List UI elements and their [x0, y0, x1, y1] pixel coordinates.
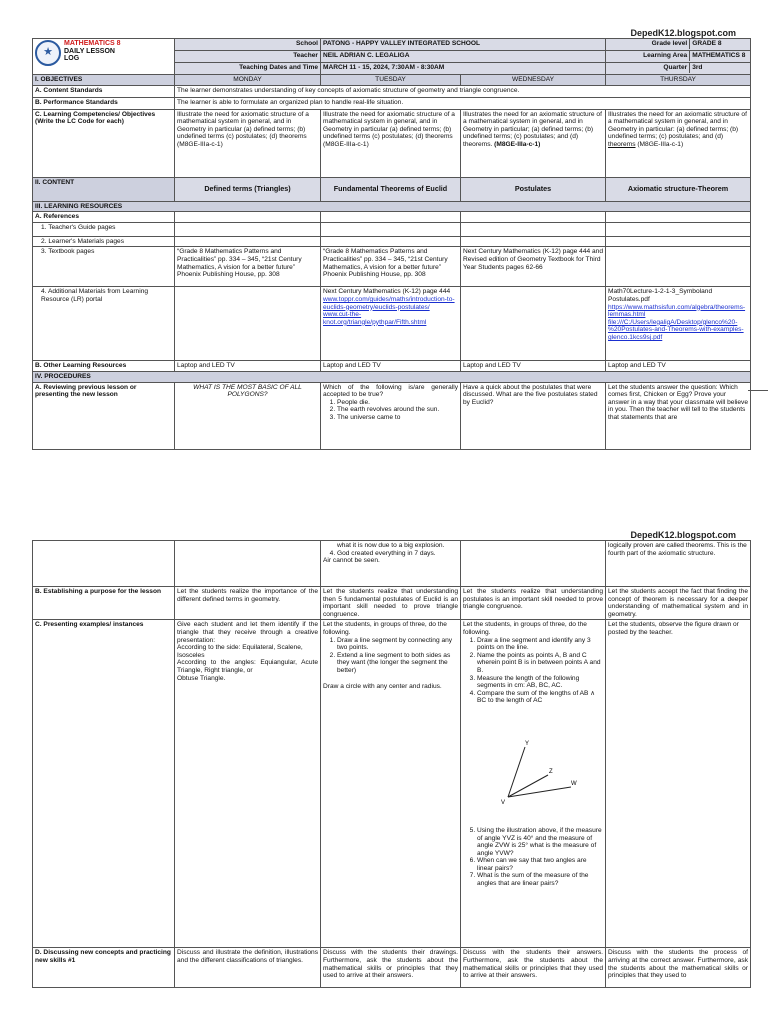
- dll-table-page-1: [32, 38, 751, 450]
- examples-tue-item: 1. Draw a line segment by connecting any two points.: [337, 637, 458, 652]
- school-value: PATONG - HAPPY VALLEY INTEGRATED SCHOOL: [321, 39, 606, 51]
- teacher-label: Teacher: [175, 51, 321, 63]
- review-tue: [321, 382, 461, 449]
- other-tue: Laptop and LED TV: [321, 361, 461, 372]
- angle-figure: [463, 727, 593, 823]
- competency-wed: [461, 109, 606, 177]
- examples-mon: [175, 620, 321, 948]
- label-v: V: [501, 799, 506, 806]
- content-standards-label: A. Content Standards: [33, 85, 175, 97]
- review-tue-after: Air cannot be seen.: [323, 557, 380, 565]
- examples-wed-intro: Let the students, in groups of three, do the following.: [463, 621, 587, 636]
- discuss-wed: Discuss with the students their answers. Furthermore, ask the students about the mathematical skills or principles that they used to arrive at their answers.: [461, 948, 606, 988]
- examples-wed-item: 3. Measure the length of the following segments in cm: AB, BC, AC.: [477, 675, 603, 690]
- competency-wed-code: (M8GE-IIIa-c-1): [494, 140, 541, 148]
- examples-wed: [461, 620, 606, 948]
- mathsisfun-link[interactable]: https://www.mathsisfun.com/algebra/theorems-lemmas.html: [608, 303, 746, 319]
- textbook-label: 3. Textbook pages: [33, 247, 175, 287]
- quarter-value: 3rd: [690, 63, 750, 73]
- competency-thu: [606, 109, 751, 177]
- examples-wed-item: 6. When can we say that two angles are linear pairs?: [477, 857, 603, 872]
- review-tue-item: 1. People die.: [337, 399, 458, 407]
- purpose-thu: Let the students accept the fact that finding the concept of theorem is necessary for a deeper understanding of mathematical system and in geometry.: [606, 587, 751, 620]
- dll-title: DAILY LESSON: [64, 47, 115, 55]
- review-wed: Have a quick about the postulates that were discussed. What are the five postulates stated by Euclid?: [461, 382, 606, 449]
- content-standards: The learner demonstrates understanding of key concepts of axiomatic structure of geometry and triangle congruence.: [175, 85, 751, 97]
- competencies-label: C. Learning Competencies/ Objectives (Write the LC Code for each): [33, 109, 175, 177]
- competency-thu-code: (M8GE-IIIa-c-1): [637, 140, 684, 148]
- examples-wed-item: 5. Using the illustration above, if the measure of angle YVZ is 40° and the measure of angle ZVW is 25° what is the measure of angle YVW?: [477, 827, 603, 857]
- resources-heading: III. LEARNING RESOURCES: [33, 201, 751, 212]
- examples-mon-p1: Give each student and let them identify if the triangle that they receive through a creative presentation:: [177, 621, 318, 644]
- divider-line: [748, 390, 768, 391]
- subject-title: MATHEMATICS 8: [64, 40, 121, 47]
- additional-tue: [321, 287, 461, 361]
- discuss-mon: Discuss and illustrate the definition, illustrations and the different classifications of triangles.: [175, 948, 321, 988]
- reviewing-label: A. Reviewing previous lesson or presenting the new lesson: [33, 382, 175, 449]
- day-monday: MONDAY: [175, 75, 321, 86]
- examples-mon-p4: Obtuse Triangle.: [177, 674, 226, 682]
- examples-tue-intro: Let the students, in groups of three, do the following.: [323, 621, 447, 636]
- school-label: School: [175, 39, 321, 51]
- dll-title-2: LOG: [64, 55, 80, 63]
- label-z: Z: [549, 768, 553, 775]
- additional-materials-label: 4. Additional Materials from Learning Resource (LR) portal: [33, 287, 175, 361]
- review-tue-cont: [321, 541, 461, 587]
- competency-wed-text: Illustrates the need for an axiomatic structure of a mathematical system in general, and in Geometry in particular; (a) defined terms; (b) undefined terms; (c) postulates; and (d) theorems.: [463, 110, 602, 148]
- examples-tue-after: Draw a circle with any center and radius.: [323, 682, 442, 690]
- content-mon: Defined terms (Triangles): [175, 177, 321, 201]
- examples-thu: Let the students, observe the figure drawn or posted by the teacher.: [606, 620, 751, 948]
- purpose-tue: Let the students realize that understanding then 5 fundamental postulates of Euclid is an important skill needed to prove triangle congruence.: [321, 587, 461, 620]
- content-thu: Axiomatic structure-Theorem: [606, 177, 751, 201]
- examples-wed-item: 4. Compare the sum of the lengths of AB ∧ BC to the length of AC: [477, 690, 603, 705]
- other-mon: Laptop and LED TV: [175, 361, 321, 372]
- examples-wed-item: 1. Draw a line segment and identify any 3 points on the line.: [477, 637, 603, 652]
- review-tue-cont-text: what it is now due to a big explosion.: [337, 542, 445, 549]
- review-tue-intro: Which of the following is/are generally accepted to be true?: [323, 383, 458, 399]
- examples-wed-item: 2. Name the points as points A, B and C wherein point B is in between points A and B.: [477, 652, 603, 675]
- cut-the-knot-link[interactable]: www.cut-the-knot.org/triangle/pythpar/Fifth.shtml: [323, 311, 427, 326]
- discussing-label: D. Discussing new concepts and practicing new skills #1: [33, 948, 175, 988]
- performance-standards: The learner is able to formulate an organized plan to handle real-life situation.: [175, 97, 751, 109]
- review-tue-item: 2. The earth revolves around the sun.: [337, 406, 458, 414]
- examples-tue-item: 2. Extend a line segment to both sides as they want (the longer the segment the better): [337, 652, 458, 675]
- additional-thu-text: Math70Lecture-1-2-1-3_Symboland Postulates.pdf: [608, 288, 713, 303]
- textbook-mon: “Grade 8 Mathematics Patterns and Practicalities” pp. 334 – 345, “21st Century Mathematics, A vision for a better future” Phoenix Publishing House, pp. 308: [175, 247, 321, 287]
- review-tue-item: 4. God created everything in 7 days.: [337, 550, 458, 558]
- teachers-guide-label: 1. Teacher's Guide pages: [33, 222, 175, 236]
- day-wednesday: WEDNESDAY: [461, 75, 606, 86]
- examples-mon-p2: According to the side: Equilateral, Scalene, Isosceles: [177, 644, 303, 659]
- area-value: MATHEMATICS 8: [690, 51, 750, 61]
- review-thu-cont: logically proven are called theorems. This is the fourth part of the axiomatic structure.: [606, 541, 751, 587]
- competency-thu-link[interactable]: theorems: [608, 140, 636, 148]
- purpose-mon: Let the students realize the importance of the different defined terms in geometry.: [175, 587, 321, 620]
- content-heading: II. CONTENT: [33, 177, 175, 201]
- discuss-tue: Discuss with the students their drawings. Furthermore, ask the students about the mathematical skills or principles that they used to arrive at their answers.: [321, 948, 461, 988]
- site-watermark: DepedK12.blogspot.com: [630, 530, 736, 540]
- references-label: A. References: [33, 212, 175, 223]
- page-1: [0, 0, 768, 500]
- objectives-heading: I. OBJECTIVES: [33, 75, 175, 86]
- teacher-value: NEIL ADRIAN C. LEGALIGA: [321, 51, 606, 63]
- additional-thu: [606, 287, 751, 361]
- purpose-wed: Let the students realize that understanding postulates is an important skill needed to prove triangle congruence.: [461, 587, 606, 620]
- page-2: [0, 520, 768, 1024]
- day-tuesday: TUESDAY: [321, 75, 461, 86]
- examples-tue: [321, 620, 461, 948]
- toppr-link[interactable]: www.toppr.com/guides/maths/introduction-to-euclids-geometry/euclids-postulates/: [323, 295, 455, 311]
- other-wed: Laptop and LED TV: [461, 361, 606, 372]
- competency-tue: Illustrate the need for axiomatic structure of a mathematical system in general, and in Geometry in particular (a) defined terms; (b) undefined terms (c) postulates; (d) theorems (M8GE-IIIa-c-1): [321, 109, 461, 177]
- learners-materials-label: 2. Learner's Materials pages: [33, 236, 175, 247]
- review-thu: Let the students answer the question: Which comes first, Chicken or Egg? Prove your answer in a way that your classmate will believe in you. Then the teacher will tell to the students that statements that are: [606, 382, 751, 449]
- area-label: Learning Area: [606, 51, 690, 61]
- review-tue-item: 3. The universe came to: [337, 414, 458, 422]
- dates-value: MARCH 11 - 15, 2024, 7:30AM - 8:30AM: [321, 63, 606, 75]
- competency-mon: Illustrate the need for axiomatic structure of a mathematical system in general, and in Geometry in particular (a) defined terms; (b) undefined terms (c) postulates; (d) theorems (M8GE-IIIa-c-1): [175, 109, 321, 177]
- examples-wed-item: 7. What is the sum of the measure of the angles that are linear pairs?: [477, 872, 603, 887]
- content-tue: Fundamental Theorems of Euclid: [321, 177, 461, 201]
- logo-cell: [33, 39, 175, 75]
- deped-seal-icon: ★: [35, 40, 61, 66]
- examples-mon-p3: According to the angles: Equiangular, Acute Triangle, Right triangle, or: [177, 659, 318, 674]
- grade-value: GRADE 8: [690, 39, 750, 49]
- label-y: Y: [525, 740, 530, 747]
- textbook-tue: “Grade 8 Mathematics Patterns and Practicalities” pp. 334 – 345, “21st Century Mathematics, A vision for a better future” Phoenix Publishing House, pp. 308: [321, 247, 461, 287]
- review-mon: WHAT IS THE MOST BASIC OF ALL POLYGONS?: [175, 382, 321, 449]
- dll-table-page-2: [32, 540, 751, 988]
- textbook-wed: Next Century Mathematics (K-12) page 444 and Revised edition of Geometry Textbook for Third Year Students pages 62-66: [461, 247, 606, 287]
- day-thursday: THURSDAY: [606, 75, 751, 86]
- performance-standards-label: B. Performance Standards: [33, 97, 175, 109]
- dates-label: Teaching Dates and Time: [175, 63, 321, 75]
- discuss-thu: Discuss with the students the process of arriving at the correct answer. Furthermore, ask the students about the mathematical skills or principles that they used to: [606, 948, 751, 988]
- competency-thu-text: Illustrates the need for an axiomatic structure of a mathematical system in general, and in Geometry in particular: (a) defined terms; (b) undefined terms; (c) postulates; and (d): [608, 110, 747, 141]
- site-watermark: DepedK12.blogspot.com: [630, 28, 736, 38]
- examples-label: C. Presenting examples/ instances: [33, 620, 175, 948]
- additional-tue-text: Next Century Mathematics (K-12) page 444: [323, 288, 451, 296]
- other-resources-label: B. Other Learning Resources: [33, 361, 175, 372]
- glenco-file-link[interactable]: file:///C:/Users/legaligA/Desktop/glenco%20-%20Postulates-and-Theorems-with-examples-glenco.1kcs9sj.pdf: [608, 318, 744, 341]
- content-wed: Postulates: [461, 177, 606, 201]
- label-w: W: [571, 780, 577, 787]
- grade-label: Grade level: [606, 39, 690, 49]
- other-thu: Laptop and LED TV: [606, 361, 751, 372]
- procedures-heading: IV. PROCEDURES: [33, 371, 751, 382]
- purpose-label: B. Establishing a purpose for the lesson: [33, 587, 175, 620]
- quarter-label: Quarter: [606, 63, 690, 73]
